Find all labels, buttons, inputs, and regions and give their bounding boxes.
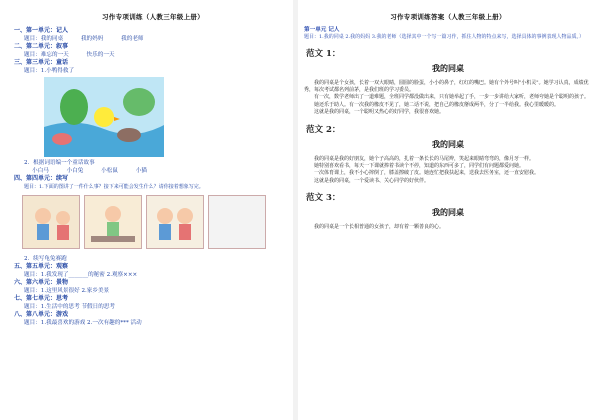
- essay-3-title: 我的同桌: [432, 207, 464, 218]
- unit-4-item-2: 2．续写龟兔赛跑: [24, 256, 67, 262]
- unit-2-topic-2: 快乐的一天: [86, 52, 115, 58]
- unit-7-topic: 题目：1.生活中的思考 节假日的思考: [24, 304, 116, 310]
- unit-1-topic-2: 我的妈妈: [80, 36, 104, 42]
- tree-left: [60, 89, 88, 125]
- unit-7-heading: 七、第七单元：思考: [14, 295, 69, 302]
- word-3: 小松鼠: [101, 168, 118, 174]
- unit-5-heading: 五、第五单元：观察: [14, 263, 69, 270]
- essay-2-paragraph-2: 她特别喜欢看书，每天一下课就捧着书读个不停，知道的东西可多了，同学们有问题都爱问她。: [314, 163, 525, 170]
- unit-2-topics: [14, 51, 292, 59]
- essay-2-paragraph-1: 我的同桌是我的好朋友，她个子高高的，扎着一条长长的马尾辫，笑起来眼睛弯弯的，像月牙一样。: [314, 155, 535, 162]
- answer-unit-heading: 第一单元 记人: [304, 27, 340, 33]
- unit-3-word-list: [14, 167, 292, 175]
- answer-topic: 题目：1.我的同桌 2.我的妈妈 3.我的老师（选择其中一个写一篇习作，抓住人物的特点来写，选择具体的事例表现人物品质。）: [304, 34, 584, 40]
- comic-panel-2: [84, 195, 142, 249]
- model-essay-1-label: 范文 1：: [306, 48, 341, 59]
- essay-2-paragraph-4: 这就是我的同桌，一个爱读书、关心同学的好伙伴。: [314, 177, 430, 184]
- unit-5-topic: 题目：1.我发现了_______的秘密 2.观察×××: [24, 272, 138, 278]
- unit-2-topic-1: 题目：难忘的一天: [24, 52, 69, 58]
- unit-1-topic-1: 题目：我的同桌: [24, 36, 64, 42]
- tree-right: [123, 88, 155, 116]
- unit-8-topic: 题目：1.我最喜欢的游戏 2.一次有趣的*** 活动: [24, 320, 142, 326]
- unit-8-heading: 八、第八单元：游戏: [14, 311, 69, 318]
- comic-panel-4-blank: [208, 195, 266, 249]
- essay-1-paragraph-2: 有一次，数学老师出了一道难题，全班同学都没做出来，只有她举起了手，一步一步讲给大家听，老师夸她是个聪明的孩子。: [314, 94, 590, 101]
- model-essay-2-label: 范文 2：: [306, 124, 341, 135]
- essay-1-paragraph-3: 她还乐于助人。有一次我的橡皮不见了，她二话不说，把自己的橡皮掰成两半，分了一半给我。我心里暖暖的。: [314, 101, 560, 108]
- fish: [52, 133, 72, 145]
- essay-2-paragraph-3: 一次体育课上，我不小心摔倒了，膝盖擦破了皮。她连忙把我扶起来，送我去医务室，还一直安慰我。: [314, 170, 540, 177]
- word-2: 小白兔: [66, 168, 84, 174]
- unit-1-heading: 一、第一单元：记人: [14, 27, 69, 34]
- unit-3-topic: 题目：1.小鸭得救了: [24, 68, 75, 74]
- answer-title: 习作专项训练答案（人教三年级上册）: [390, 13, 506, 21]
- essay-1-paragraph-4: 这就是我的同桌，一个聪明又热心的好同学，我很喜欢她。: [314, 109, 445, 116]
- unit-3-heading: 三、第三单元：童话: [14, 59, 69, 66]
- duckling-rescue-illustration: [44, 77, 164, 157]
- duckling: [94, 107, 114, 127]
- exercise-page: [0, 6, 292, 420]
- essay-2-title: 我的同桌: [432, 138, 464, 149]
- animal-friend: [117, 128, 141, 142]
- answer-page: [298, 6, 600, 420]
- word-1: 小白马: [32, 168, 49, 174]
- comic-panel-3: [146, 195, 204, 249]
- essay-1-title: 我的同桌: [432, 62, 464, 73]
- comic-strip: [22, 193, 292, 255]
- unit-3-item-2: 2．根据词语编一个童话故事: [24, 160, 95, 166]
- essay-3-paragraph-1: 我的同桌是一个长相普通的女孩子，却有着一颗善良的心。: [314, 224, 445, 231]
- essay-1-paragraph-1: 我的同桌是个女孩，长着一双大眼睛，圆圆的脸蛋，小小的鼻子，红红的嘴巴。她有个外号叫"小机灵"。她学习认真，成绩优秀，每次考试都名列前茅，是我们班的学习委员。: [304, 79, 589, 93]
- unit-4-heading: 四、第四单元：续写: [14, 175, 69, 182]
- unit-6-topic: 题目：1.这里风景很好 2.家乡美景: [24, 288, 110, 294]
- comic-panel-1: [22, 195, 80, 249]
- model-essay-3-label: 范文 3：: [306, 193, 341, 204]
- unit-6-heading: 六、第六单元：景物: [14, 279, 69, 286]
- unit-4-topic: 题目：1.下面的图讲了一件什么事？接下来可能会发生什么？请你接着想象写完。: [24, 184, 204, 190]
- unit-1-topic-3: 我的老师: [121, 36, 144, 42]
- exercise-title: 习作专项训练（人教三年级上册）: [102, 13, 204, 21]
- unit-1-topics: [14, 35, 292, 43]
- unit-2-heading: 二、第二单元：叙事: [14, 43, 69, 50]
- word-4: 小猫: [135, 168, 147, 174]
